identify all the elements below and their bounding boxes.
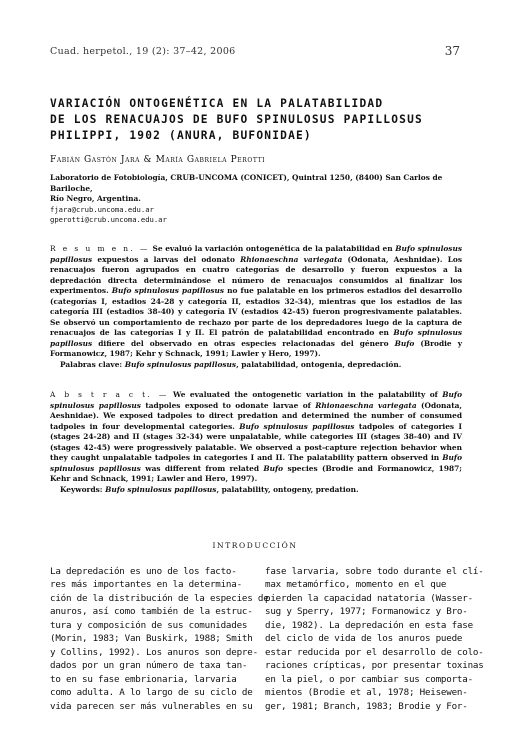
- text-line: raciones crípticas, por presentar toxinas: [265, 660, 484, 672]
- affiliation: [50, 173, 460, 226]
- text-line: ger, 1981; Branch, 1983; Brodie y For-: [265, 700, 468, 712]
- title-line: PHILIPPI, 1902 (ANURA, BUFONIDAE): [50, 129, 312, 142]
- article-title: [50, 96, 470, 144]
- abstract-keywords: Keywords: Bufo spinulosus papillosus, palatability, ontogeny, predation.: [60, 484, 359, 494]
- species-name: Rhionaeschna variegata: [240, 254, 343, 264]
- affiliation-line: Laboratorio de Fotobiología, CRUB-UNCOMA (CONICET), Quintral 1250, (8400) San Carlos de Bariloche,: [50, 173, 443, 193]
- species-name: Bufo spinulosus papillosus: [50, 328, 462, 348]
- species-name: Bufo spinulosus papillosus: [111, 286, 225, 295]
- text-line: res más importantes en la determina-: [50, 579, 242, 591]
- resumen-label: R e s u m e n. —: [50, 244, 150, 253]
- species-name: Rhionaeschna variegata: [315, 400, 417, 410]
- text-line: mientos (Brodie et al, 1978; Heisewen-: [265, 687, 468, 699]
- text-line: vida parecen ser más vulnerables en su: [50, 700, 253, 712]
- species-name: Bufo spinulosus papillosus: [50, 244, 463, 264]
- abstract-label: A b s t r a c t. —: [50, 390, 169, 399]
- text-line: tura y composición de sus comunidades: [50, 619, 248, 631]
- text-line: en la piel, o por cambiar sus comporta-: [265, 673, 473, 685]
- author-email[interactable]: fjara@crub.uncoma.edu.ar: [50, 204, 154, 214]
- species-name: Bufo spinulosus papillosus: [50, 453, 462, 473]
- genus-name: Bufo: [394, 338, 415, 348]
- text-line: fase larvaria, sobre todo durante el clí-: [265, 566, 484, 577]
- text-line: del ciclo de vida de los anuros puede: [265, 633, 463, 645]
- resumen-block: R e s u m e n. — Se evaluó la variación ontogenética de la palatabilidad en Bufo spinulosus papillosus expuestos a larvas del odonato Rhionaeschna variegata (Odonata, Aeshnidae). Los renacuajos fueron agrupados en cuatro categorías de desarrollo y fueron expuestos a la depredación directa determinándose el número de renacuajos consumidos al finalizar los experimentos. Bufo spinulosus papillosus no fue palatable en los primeros estadios del desarrollo (categorías I, estadios 24-28 y categoría II, estadios 32-34), mientras que los estadios de las categoría III (estadios 38-40) y categoría IV (estadios 42-45) fueron progresivamente palatables. Se observó un comportamiento de rechazo por parte de los depredadores luego de la captura de renacuajos de las categorías I y II. El patrón de palatabilidad encontrado en Bufo spinulosus papillosus difiere del observado en otras especies relacionadas del género Bufo (Brodie y Formanowicz, 1987; Kehr y Schnack, 1991; Lawler y Hero, 1997). Palabras clave: Bufo spinulosus papillosus, palatabilidad, ontogenia, depredación.: [50, 244, 463, 369]
- text-line: como adulta. A lo largo de su ciclo de: [50, 687, 253, 699]
- text-line: max metamórfico, momento en el que: [265, 579, 447, 591]
- text-line: (Morin, 1983; Van Buskirk, 1988; Smith: [50, 633, 253, 645]
- text-line: La depredación es uno de los facto-: [50, 566, 237, 577]
- affiliation-line: Río Negro, Argentina.: [50, 194, 141, 203]
- text-line: sug y Sperry, 1977; Formanowicz y Bro-: [265, 606, 468, 618]
- title-line: VARIACIÓN ONTOGENÉTICA EN LA PALATABILIDAD: [50, 97, 384, 110]
- text-line: estar reducida por el desarrollo de colo-: [265, 646, 484, 658]
- text-line: ción de la distribución de la especies de: [50, 592, 269, 604]
- text-line: anuros, así como también de la estruc-: [50, 606, 253, 618]
- intro-column-left: [50, 565, 269, 713]
- species-name: Bufo spinulosus papillosus: [50, 390, 462, 410]
- text-line: to en su fase embrionaria, larvaria: [50, 673, 237, 685]
- page-number: 37: [444, 44, 460, 58]
- author-list: Fabián Gastón Jara & María Gabriela Perotti: [50, 155, 266, 165]
- text-line: y Collins, 1992). Los anuros son depre-: [50, 646, 258, 658]
- text-line: die, 1982). La depredación en esta fase: [265, 619, 473, 631]
- intro-column-right: [265, 565, 484, 713]
- title-line: DE LOS RENACUAJOS DE BUFO SPINULOSUS PAPILLOSUS: [50, 113, 423, 126]
- author-email[interactable]: gperotti@crub.uncoma.edu.ar: [50, 215, 167, 224]
- resumen-keywords: Palabras clave: Bufo spinulosus papillosus, palatabilidad, ontogenia, depredación.: [60, 359, 402, 369]
- section-heading: INTRODUCCIÓN: [212, 541, 298, 550]
- species-name: Bufo spinulosus papillosus: [239, 421, 355, 431]
- journal-citation: Cuad. herpetol., 19 (2): 37–42, 2006: [50, 46, 236, 57]
- text-line: pierden la capacidad natatoria (Wasser-: [265, 592, 473, 604]
- genus-name: Bufo: [263, 463, 284, 473]
- text-line: dados por un gran número de taxa tan-: [50, 660, 248, 672]
- abstract-block: A b s t r a c t. — We evaluated the ontogenetic variation in the palatability of Bufo spinulosus papillosus tadpoles exposed to odonate larvae of Rhionaeschna variegata (Odonata, Aeshnidae). We exposed tadpoles to direct predation and determined the number of consumed tadpoles in four developmental categories. Bufo spinulosus papillosus tadpoles of categories I (stages 24-28) and II (stages 32-34) were unpalatable, while categories III (stages 38-40) and IV (stages 42-45) were progressively palatable. We observed a post-capture rejection behavior when they caught unpalatable tadpoles in categories I and II. The palatability pattern observed in Bufo spinulosus papillosus was different from related Bufo species (Brodie and Formanowicz, 1987; Kehr and Schnack, 1991; Lawler and Hero, 1997). Keywords: Bufo spinulosus papillosus, palatability, ontogeny, predation.: [50, 390, 462, 494]
